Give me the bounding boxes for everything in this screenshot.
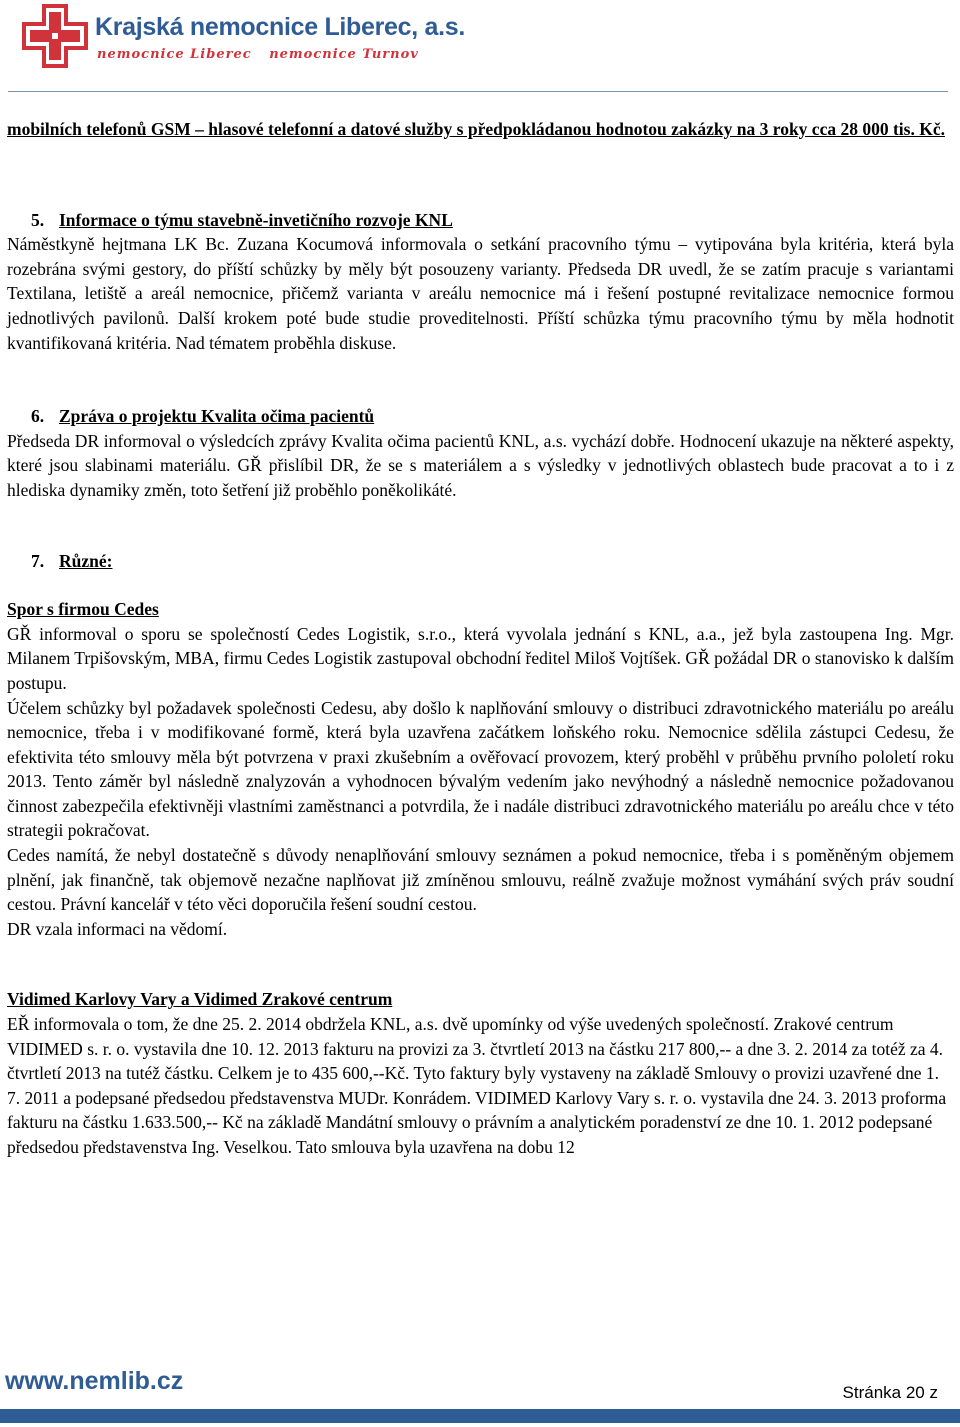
footer-bar <box>0 1409 960 1423</box>
cedes-paragraph-2: Účelem schůzky byl požadavek společnosti Cedesu, aby došlo k naplňování smlouvy o distribuci zdravotnického materiálu po areálu nemocnice, třeba i v modifikované formě, která byla uzavřena začátkem loňského roku. Nemocnice sdělila zástupci Cedesu, že efektivita této smlouvy měla být potvrzena v praxi zkušebním a ověřovací provozem, který proběhl v průběhu prvního pololetí roku 2013. Tento záměr byl následně znalyzován a vyhodnocen bývalým vedením jako nevýhodný a následně nemocnice požadovanou činnost zabezpečila efektivněji vlastními zaměstnanci a potvrdila, že i nadále distribuci zdravotnického materiálu po areálu chce v této strategii pokračovat. <box>7 697 954 841</box>
cedes-heading: Spor s firmou Cedes <box>7 599 159 620</box>
hospital-name: Krajská nemocnice Liberec, a.s. <box>95 13 466 41</box>
section-5-paragraph-2: Předseda DR uvedl, že se zatím pracuje s variantami Textilana, letiště a areál nemocnice, přičemž varianta v areálu nemocnice má i řešení postupné revitalizace nemocnice formou jednotlivých pavilonů. Další krokem poté bude studie proveditelnosti. Příští schůzka týmu pracovního týmu by měla hodnotit kvantifikovaná kritéria. Nad tématem proběhla diskuse. <box>7 258 955 353</box>
cedes-paragraph-4: DR vzala informaci na vědomí. <box>7 918 228 939</box>
section-5-number: 5. <box>31 209 45 230</box>
section-6-paragraph: Předseda DR informoval o výsledcích zprávy Kvalita očima pacientů KNL, a.s. vychází dobře. Hodnocení ukazuje na některé aspekty, které jsou slabinami materiálu. GŘ přislíbil DR, že se s materiálem a s výsledky v jednotlivých oblastech bude pracovat a to i z hlediska dynamiky změn, toto šetření již proběhlo poněkolikáté. <box>7 430 954 500</box>
vidimed-paragraph: EŘ informovala o tom, že dne 25. 2. 2014 obdržela KNL, a.s. dvě upomínky od výše uvedených společností. Zrakové centrum VIDIMED s. r. o. vystavila dne 10. 12. 2013 fakturu na provizi za 3. čtvrtletí 2013 na částku 217 800,-- a dne 3. 2. 2014 za totéž za 4. čtvrtletí 2013 na tutéž částku. Celkem je to 435 600,--Kč. Tyto faktury byly vystaveny na základě Smlouvy o provizi uzavřené dne 1. 7. 2011 a podepsané předsedou představenstva MUDr. Konrádem. VIDIMED Karlovy Vary s. r. o. vystavila dne 24. 3. 2013 proforma fakturu na částku 1.633.500,-- Kč na základě Mandátní smlouvy o právním a analytickém poradenství ze dne 10. 1. 2012 podepsané předsedou představenstva Ing. Veselkou. Tato smlouva byla uzavřena na dobu 12 <box>7 1014 947 1157</box>
section-6-title: Zpráva o projektu Kvalita očima pacientů <box>59 406 375 427</box>
cedes-paragraph-3: Cedes namítá, že nebyl dostatečně s důvody nenaplňování smlouvy seznámen a pokud nemocnice, třeba i s poměněným objemem plnění, jak finančně, tak objemově nezačne naplňovat již zmíněnou smlouvu, reálně zvažuje možnost vymáhání svých práv soudní cestou. Právní kancelář v této věci doporučila řešení soudní cestou. <box>7 845 954 915</box>
section-6-heading <box>7 404 954 429</box>
document-body <box>7 117 954 1160</box>
cedes-paragraph-1: GŘ informoval o sporu se společností Cedes Logistik, s.r.o., která vyvolala jednání s KNL, a.a., jež byla zastoupena Ing. Mgr. Milanem Trpišovským, MBA, firmu Cedes Logistik zastupoval obchodní ředitel Miloš Vojtíšek. GŘ požádal DR o stanovisko k dalším postupu. <box>7 623 954 693</box>
footer-website-link[interactable]: www.nemlib.cz <box>5 1367 184 1395</box>
section-7-title: Různé: <box>59 550 113 571</box>
hospital-logo <box>22 4 466 76</box>
section-5-title: Informace o týmu stavebně-invetičního rozvoje KNL <box>59 209 453 230</box>
section-5-text <box>7 232 954 355</box>
subtitle-turnov: nemocnice Turnov <box>269 47 419 62</box>
hospital-subtitle <box>97 47 419 63</box>
vidimed-heading: Vidimed Karlovy Vary a Vidimed Zrakové centrum <box>7 989 393 1010</box>
subtitle-liberec: nemocnice Liberec <box>97 47 252 62</box>
section-7-number: 7. <box>31 550 45 571</box>
header-divider <box>8 91 948 92</box>
section-5-paragraph-1: Náměstkyně hejtmana LK Bc. Zuzana Kocumová informovala o setkání pracovního týmu – vytipována byla kritéria, která byla rozebrána svými gestory, do příští schůzky by měly být posouzeny varianty. <box>7 234 954 279</box>
red-cross-icon <box>22 4 88 68</box>
section-7-heading <box>7 549 954 574</box>
section-6-number: 6. <box>31 406 45 427</box>
section-5-heading <box>7 208 954 233</box>
footer-page-number: Stránka 20 z <box>842 1383 938 1402</box>
intro-paragraph: mobilních telefonů GSM – hlasové telefonní a datové služby s předpokládanou hodnotou zakázky na 3 roky cca 28 000 tis. Kč. <box>7 119 945 139</box>
